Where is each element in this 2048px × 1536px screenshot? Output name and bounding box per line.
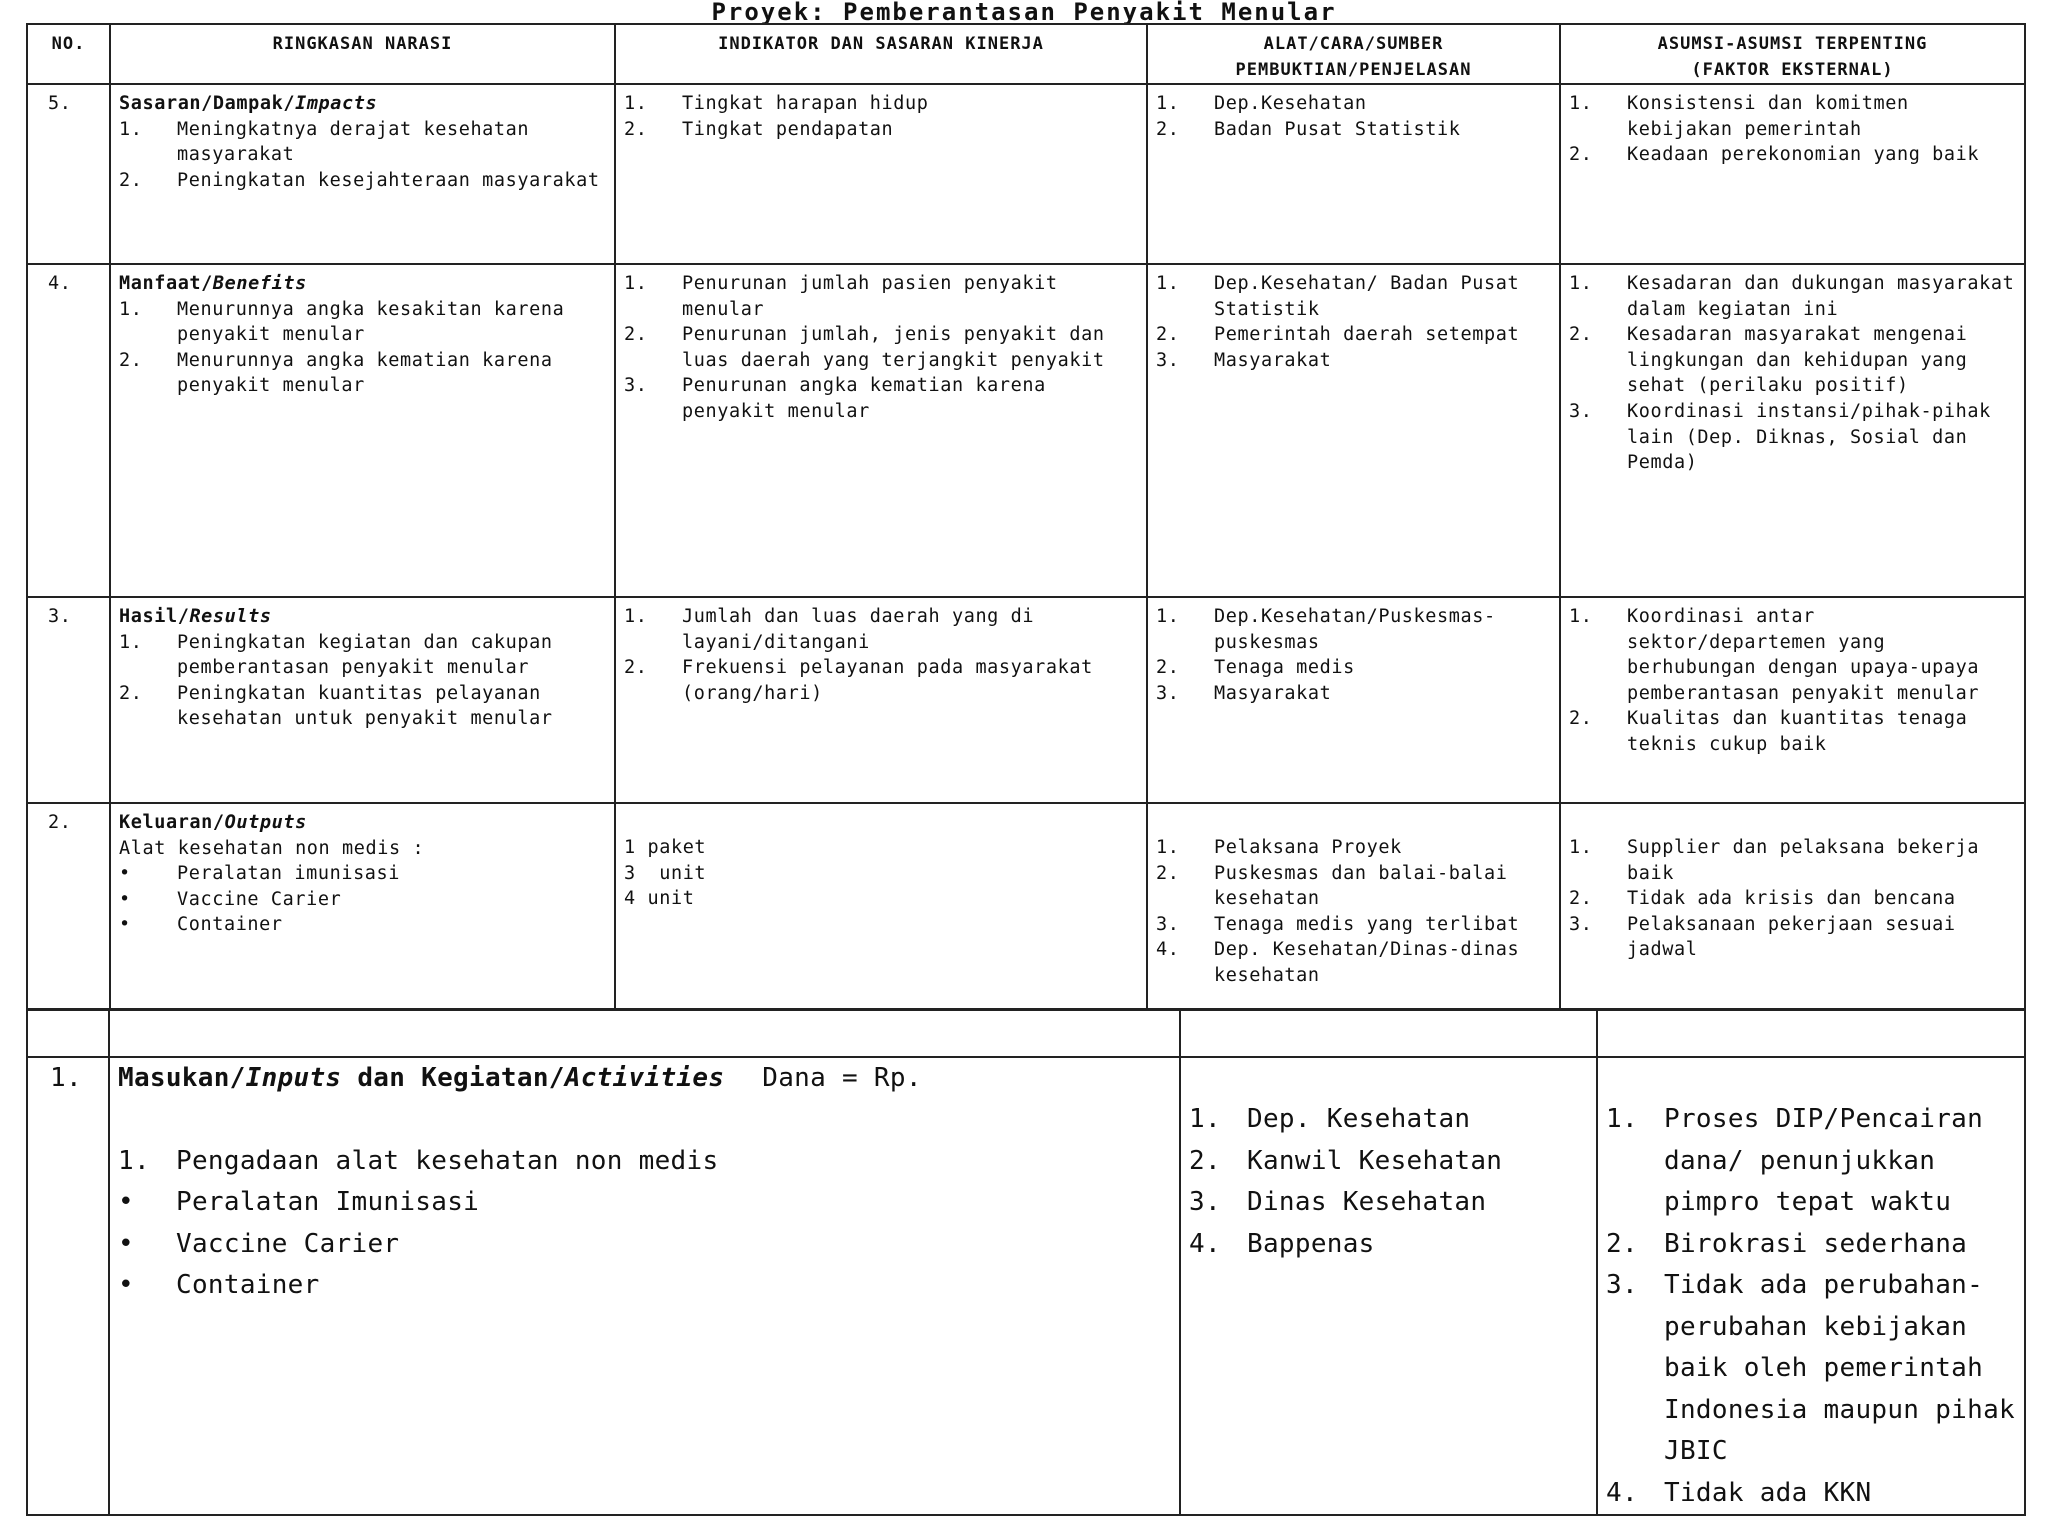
list-item xyxy=(1606,1099,2016,1224)
list-marker: 2. xyxy=(1189,1145,1221,1176)
header-row xyxy=(27,24,2025,84)
list-text: Container xyxy=(176,1270,320,1300)
list-item xyxy=(1156,271,1551,322)
list-text: Tingkat harapan hidup xyxy=(682,93,929,114)
list-marker: 2. xyxy=(1606,1228,1638,1259)
list-item xyxy=(1156,348,1551,374)
list-marker: 4. xyxy=(1606,1477,1638,1508)
assumptions-list xyxy=(1569,91,2016,168)
list-marker: 1. xyxy=(119,298,143,320)
list-item xyxy=(119,681,606,732)
header-assumptions-line2: (FAKTOR EKSTERNAL) xyxy=(1691,60,1894,80)
list-text: Koordinasi instansi/pihak-pihak lain (Dep. Diknas, Sosial dan Pemda) xyxy=(1627,400,1991,474)
list-marker: 1. xyxy=(624,93,648,114)
list-marker: 2. xyxy=(624,324,648,346)
list-text: Tidak ada KKN xyxy=(1664,1477,1872,1508)
list-marker: 2. xyxy=(119,682,143,704)
list-marker: 1. xyxy=(1156,93,1180,114)
indicators-cell xyxy=(615,84,1147,264)
narrative-cell xyxy=(110,264,615,597)
list-text: Masyarakat xyxy=(1214,349,1332,371)
list-text: Badan Pusat Statistik xyxy=(1214,118,1461,140)
list-item xyxy=(624,117,1138,143)
list-marker: 4. xyxy=(1156,939,1180,961)
list-item xyxy=(118,1182,1171,1224)
verification-list xyxy=(1156,604,1551,706)
list-marker: 1. xyxy=(1189,1104,1221,1134)
list-item xyxy=(1569,835,2016,886)
list-item xyxy=(624,322,1138,373)
list-text: Penurunan jumlah, jenis penyakit dan luas daerah yang terjangkit penyakit xyxy=(682,324,1105,371)
list-text: Penurunan jumlah pasien penyakit menular xyxy=(682,273,1058,320)
row-number: 2. xyxy=(27,803,110,1010)
list-item xyxy=(1189,1182,1588,1224)
list-item xyxy=(119,297,606,348)
list-item xyxy=(1189,1141,1588,1183)
assumptions-list xyxy=(1569,271,2016,476)
list-marker: 2. xyxy=(1156,324,1180,346)
list-marker: 1. xyxy=(1569,606,1593,627)
section-heading: Masukan/Inputs dan Kegiatan/Activities Dana = Rp. xyxy=(118,1063,922,1093)
list-marker: 3. xyxy=(1156,682,1180,704)
list-text: Birokrasi sederhana xyxy=(1664,1228,1968,1259)
list-item xyxy=(1156,322,1551,348)
assumptions-cell xyxy=(1597,1057,2025,1515)
row-inputs-activities xyxy=(27,1057,2025,1515)
section-heading: Hasil/Results xyxy=(119,606,272,627)
list-text: Dep.Kesehatan/Puskesmas- puskesmas xyxy=(1214,606,1496,653)
indicators-list xyxy=(624,271,1138,425)
spacer-row xyxy=(27,1009,2025,1057)
list-item xyxy=(1156,835,1551,861)
list-item xyxy=(119,630,606,681)
verification-cell xyxy=(1147,264,1560,597)
list-item xyxy=(624,91,1138,117)
row-number: 4. xyxy=(27,264,110,597)
list-item xyxy=(1606,1473,2016,1515)
list-marker: 1. xyxy=(119,631,143,653)
list-item xyxy=(1606,1265,2016,1473)
list-marker: 2. xyxy=(1569,888,1593,910)
list-item xyxy=(1189,1224,1588,1266)
list-marker: 2. xyxy=(1156,657,1180,679)
fund-label: Dana = Rp. xyxy=(762,1063,922,1093)
list-item xyxy=(1156,912,1551,938)
header-no: NO. xyxy=(27,24,110,84)
list-marker: 1. xyxy=(1156,837,1180,858)
list-item: 4 unit xyxy=(624,888,695,910)
list-text: Pengadaan alat kesehatan non medis xyxy=(176,1145,719,1176)
list-text: Peningkatan kegiatan dan cakupan pemberantasan penyakit menular xyxy=(177,631,553,679)
list-marker: 1. xyxy=(624,273,648,294)
list-marker: 1. xyxy=(118,1145,150,1176)
list-text: Kualitas dan kuantitas tenaga teknis cukup baik xyxy=(1627,708,1968,755)
list-item xyxy=(1569,91,2016,142)
list-item: 3 unit xyxy=(624,862,707,884)
header-narrative: RINGKASAN NARASI xyxy=(110,24,615,84)
list-item xyxy=(119,887,606,913)
assumptions-cell xyxy=(1560,84,2025,264)
list-item xyxy=(119,348,606,399)
indicators-cell xyxy=(615,803,1147,1010)
list-text: Menurunnya angka kematian karena penyakit menular xyxy=(177,349,553,397)
list-text: Masyarakat xyxy=(1214,682,1332,704)
list-text: Bappenas xyxy=(1247,1228,1375,1259)
list-marker: 4. xyxy=(1189,1228,1221,1259)
row-benefits xyxy=(27,264,2025,597)
list-item xyxy=(1156,681,1551,707)
logframe-table-bottom xyxy=(26,1008,2026,1516)
page-title: Proyek: Pemberantasan Penyakit Menular xyxy=(711,0,1337,26)
list-marker: 2. xyxy=(1569,324,1593,346)
list-text: Dep.Kesehatan/ Badan Pusat Statistik xyxy=(1214,273,1520,320)
verification-list xyxy=(1156,271,1551,373)
list-text: Jumlah dan luas daerah yang di layani/ditangani xyxy=(682,606,1035,653)
narrative-cell xyxy=(110,597,615,803)
list-item xyxy=(1606,1224,2016,1266)
logframe-table-top xyxy=(26,23,2026,1011)
assumptions-cell xyxy=(1560,803,2025,1010)
narrative-cell xyxy=(110,84,615,264)
list-marker: 3. xyxy=(1606,1270,1638,1300)
narrative-list xyxy=(119,630,606,732)
list-text: Pemerintah daerah setempat xyxy=(1214,324,1520,346)
list-item xyxy=(119,117,606,168)
list-item xyxy=(1156,937,1551,988)
indicators-list xyxy=(624,835,1138,912)
list-text: Keadaan perekonomian yang baik xyxy=(1627,144,1980,166)
list-item xyxy=(118,1265,1171,1307)
list-marker: 2. xyxy=(1156,118,1180,140)
indicators-cell xyxy=(615,597,1147,803)
list-marker: 2. xyxy=(624,118,648,140)
list-text: Dinas Kesehatan xyxy=(1247,1187,1487,1217)
list-marker: • xyxy=(119,888,131,910)
list-text: Kanwil Kesehatan xyxy=(1247,1145,1503,1176)
list-marker: 3. xyxy=(1156,349,1180,371)
list-marker: 3. xyxy=(1189,1187,1221,1217)
list-marker: 2. xyxy=(624,657,648,679)
narrative-list xyxy=(119,297,606,399)
header-assumptions xyxy=(1560,24,2025,84)
assumptions-list xyxy=(1569,604,2016,758)
list-marker: • xyxy=(118,1228,134,1259)
verification-cell xyxy=(1147,803,1560,1010)
row-number: 5. xyxy=(27,84,110,264)
assumptions-cell xyxy=(1560,597,2025,803)
list-text: Tidak ada perubahan-perubahan kebijakan baik oleh pemerintah Indonesia maupun pihak JBIC xyxy=(1664,1270,2015,1466)
list-text: Dep. Kesehatan/Dinas-dinas kesehatan xyxy=(1214,939,1520,986)
list-item xyxy=(1569,142,2016,168)
list-item xyxy=(119,912,606,938)
section-heading: Keluaran/Outputs xyxy=(119,812,307,833)
list-text: Frekuensi pelayanan pada masyarakat (orang/hari) xyxy=(682,657,1093,704)
list-marker: 2. xyxy=(119,169,143,191)
list-item xyxy=(118,1141,1171,1183)
list-marker: 2. xyxy=(1156,862,1180,884)
narrative-list xyxy=(119,117,606,194)
list-text: Dep. Kesehatan xyxy=(1247,1104,1471,1134)
list-marker: 2. xyxy=(119,349,143,371)
list-marker: 3. xyxy=(1156,913,1180,935)
list-item xyxy=(1156,117,1551,143)
list-text: Proses DIP/Pencairan dana/ penunjukkan pimpro tepat waktu xyxy=(1664,1104,1984,1217)
verification-list xyxy=(1189,1099,1588,1265)
list-text: Kesadaran dan dukungan masyarakat dalam kegiatan ini xyxy=(1627,273,2015,320)
list-text: Peralatan Imunisasi xyxy=(176,1187,480,1217)
list-text: Meningkatnya derajat kesehatan masyarakat xyxy=(177,118,530,166)
list-item xyxy=(1189,1099,1588,1141)
list-item xyxy=(1156,861,1551,912)
list-item xyxy=(1569,399,2016,476)
list-marker: • xyxy=(118,1270,134,1300)
narrative-list xyxy=(118,1141,1171,1307)
list-item xyxy=(1569,322,2016,399)
list-marker: 3. xyxy=(624,375,648,397)
list-item xyxy=(1569,604,2016,706)
spacer-cell xyxy=(109,1009,1180,1057)
list-item xyxy=(1156,91,1551,117)
narrative-cell xyxy=(109,1057,1180,1515)
list-marker: • xyxy=(119,863,131,885)
list-item xyxy=(1569,271,2016,322)
list-item xyxy=(624,271,1138,322)
outputs-intro: Alat kesehatan non medis : xyxy=(119,837,425,859)
list-item xyxy=(119,861,606,887)
row-impacts xyxy=(27,84,2025,264)
list-marker: 1. xyxy=(624,606,648,627)
list-text: Peningkatan kuantitas pelayanan kesehatan untuk penyakit menular xyxy=(177,682,553,730)
list-marker: 1. xyxy=(1569,93,1593,114)
verification-cell xyxy=(1147,597,1560,803)
list-marker: • xyxy=(118,1187,134,1217)
list-item xyxy=(624,373,1138,424)
indicators-list xyxy=(624,91,1138,142)
list-item xyxy=(118,1224,1171,1266)
row-number: 1. xyxy=(27,1057,109,1515)
header-verification xyxy=(1147,24,1560,84)
narrative-cell xyxy=(110,803,615,1010)
header-indicators: INDIKATOR DAN SASARAN KINERJA xyxy=(615,24,1147,84)
verification-cell xyxy=(1180,1057,1597,1515)
section-heading: Manfaat/Benefits xyxy=(119,273,307,294)
list-marker: 1. xyxy=(1569,273,1593,294)
list-marker: 1. xyxy=(1569,837,1593,858)
row-outputs xyxy=(27,803,2025,1010)
verification-list xyxy=(1156,91,1551,142)
spacer-cell xyxy=(27,1009,109,1057)
list-text: Peningkatan kesejahteraan masyarakat xyxy=(177,169,600,191)
list-item: 1 paket xyxy=(624,837,707,858)
assumptions-cell xyxy=(1560,264,2025,597)
list-text: Pelaksana Proyek xyxy=(1214,837,1402,858)
header-assumptions-line1: ASUMSI-ASUMSI TERPENTING xyxy=(1657,34,1928,54)
list-text: Vaccine Carier xyxy=(176,1228,400,1259)
list-text: Tingkat pendapatan xyxy=(682,118,894,140)
header-verification-line2: PEMBUKTIAN/PENJELASAN xyxy=(1235,60,1472,80)
list-text: Peralatan imunisasi xyxy=(177,863,401,885)
spacer-cell xyxy=(1597,1009,2025,1057)
list-item xyxy=(1156,604,1551,655)
header-verification-line1: ALAT/CARA/SUMBER xyxy=(1263,34,1444,54)
verification-list xyxy=(1156,835,1551,989)
spacer-cell xyxy=(1180,1009,1597,1057)
list-marker: 1. xyxy=(1156,273,1180,294)
narrative-list xyxy=(119,861,606,938)
list-marker: 1. xyxy=(1606,1104,1638,1134)
list-text: Penurunan angka kematian karena penyakit menular xyxy=(682,375,1046,422)
list-text: Tenaga medis yang terlibat xyxy=(1214,913,1520,935)
row-number: 3. xyxy=(27,597,110,803)
list-marker: 3. xyxy=(1569,400,1593,422)
list-marker: 1. xyxy=(1156,606,1180,627)
section-heading: Sasaran/Dampak/Impacts xyxy=(119,93,378,114)
list-text: Konsistensi dan komitmen kebijakan pemerintah xyxy=(1627,93,1909,140)
list-marker: 3. xyxy=(1569,913,1593,935)
list-text: Pelaksanaan pekerjaan sesuai jadwal xyxy=(1627,913,1956,961)
list-text: Dep.Kesehatan xyxy=(1214,93,1367,114)
list-text: Tidak ada krisis dan bencana xyxy=(1627,888,1956,910)
list-marker: 2. xyxy=(1569,144,1593,166)
assumptions-list xyxy=(1606,1099,2016,1514)
list-marker: • xyxy=(119,914,131,936)
list-item xyxy=(624,604,1138,655)
list-text: Supplier dan pelaksana bekerja baik xyxy=(1627,837,1980,884)
list-item xyxy=(624,655,1138,706)
indicators-list xyxy=(624,604,1138,706)
indicators-cell xyxy=(615,264,1147,597)
list-item xyxy=(1569,886,2016,912)
list-text: Menurunnya angka kesakitan karena penyakit menular xyxy=(177,298,565,346)
list-marker: 1. xyxy=(119,118,143,140)
list-text: Kesadaran masyarakat mengenai lingkungan dan kehidupan yang sehat (perilaku positif) xyxy=(1627,324,1968,397)
list-item xyxy=(1569,706,2016,757)
list-text: Puskesmas dan balai-balai kesehatan xyxy=(1214,862,1508,910)
list-item xyxy=(1156,655,1551,681)
list-item xyxy=(119,168,606,194)
list-item xyxy=(1569,912,2016,963)
list-text: Vaccine Carier xyxy=(177,888,342,910)
list-text: Container xyxy=(177,914,283,936)
assumptions-list xyxy=(1569,835,2016,963)
row-results xyxy=(27,597,2025,803)
list-marker: 2. xyxy=(1569,708,1593,730)
list-text: Tenaga medis xyxy=(1214,657,1355,679)
verification-cell xyxy=(1147,84,1560,264)
list-text: Koordinasi antar sektor/departemen yang berhubungan dengan upaya-upaya pemberantasan penyakit menular xyxy=(1627,606,1980,704)
